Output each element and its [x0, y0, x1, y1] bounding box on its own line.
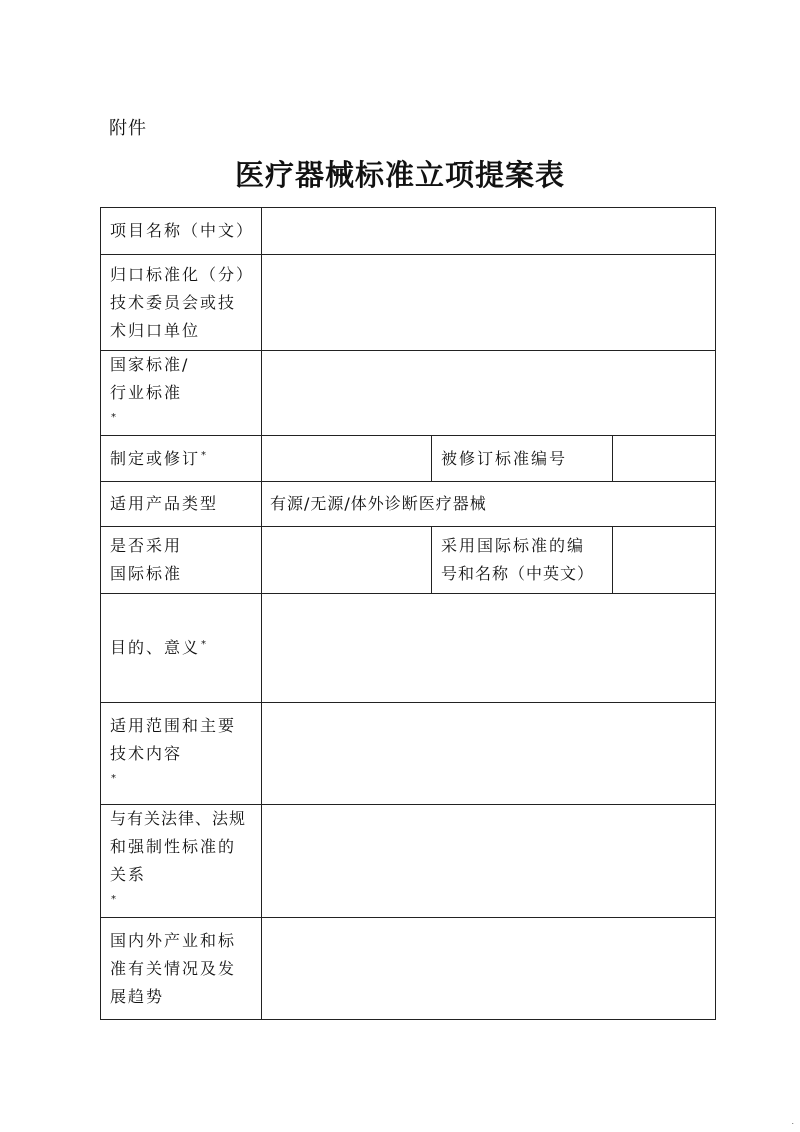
industry-label-line: 国内外产业和标	[110, 930, 237, 950]
attachment-label: 附件	[109, 118, 147, 139]
scope-label-text: 技术内容	[110, 743, 183, 763]
row-standard-level	[101, 351, 716, 436]
relation-label-text: 关系	[110, 865, 147, 884]
row-product-type	[101, 482, 716, 527]
relation-label-line: 与有关法律、法规	[110, 809, 247, 828]
formulate-or-revise-label	[101, 436, 262, 482]
intl-standard-label-line: 号和名称（中英文）	[441, 564, 595, 583]
standard-level-label	[101, 351, 262, 436]
relation-field[interactable]	[262, 805, 716, 918]
proposal-form-table	[100, 207, 716, 1020]
adopt-international-field[interactable]	[262, 527, 432, 594]
committee-label-line: 技术委员会或技	[110, 292, 237, 312]
required-mark: *	[111, 412, 118, 423]
committee-label	[101, 255, 262, 351]
required-mark: *	[201, 449, 209, 461]
industry-label-line: 展趋势	[110, 986, 165, 1006]
standard-level-label-line: 国家标准/	[110, 355, 190, 374]
industry-field[interactable]	[262, 918, 716, 1020]
purpose-field[interactable]	[262, 594, 716, 703]
relation-label-line	[110, 861, 256, 917]
row-scope	[101, 703, 716, 805]
committee-label-line: 归口标准化（分）	[110, 264, 255, 284]
scope-label	[101, 703, 262, 805]
industry-label	[101, 918, 262, 1020]
adopt-international-label-line: 是否采用	[110, 536, 183, 555]
standard-level-label-text: 行业标准	[110, 383, 183, 402]
relation-label	[101, 805, 262, 918]
standard-level-field[interactable]	[262, 351, 716, 436]
standard-level-label-line	[110, 379, 256, 435]
row-relation	[101, 805, 716, 918]
scope-field[interactable]	[262, 703, 716, 805]
row-purpose	[101, 594, 716, 703]
intl-standard-field[interactable]	[613, 527, 716, 594]
row-committee	[101, 255, 716, 351]
adopt-international-label	[101, 527, 262, 594]
row-project-name	[101, 208, 716, 255]
revised-standard-no-field[interactable]	[613, 436, 716, 482]
intl-standard-label-line: 采用国际标准的编	[441, 536, 586, 555]
formulate-or-revise-label-text: 制定或修订	[110, 448, 201, 468]
relation-label-line: 和强制性标准的	[110, 837, 237, 856]
committee-label-line: 术归口单位	[110, 320, 201, 340]
scope-label-line: 适用范围和主要	[110, 715, 237, 735]
product-type-label: 适用产品类型	[101, 482, 262, 527]
product-type-field[interactable]: 有源/无源/体外诊断医疗器械	[262, 482, 716, 527]
row-industry	[101, 918, 716, 1020]
project-name-field[interactable]	[262, 208, 716, 255]
purpose-label-text: 目的、意义	[110, 638, 201, 657]
committee-field[interactable]	[262, 255, 716, 351]
form-title: 医疗器械标准立项提案表	[234, 158, 565, 192]
adopt-international-label-line: 国际标准	[110, 564, 183, 583]
revised-standard-no-label: 被修订标准编号	[432, 436, 613, 482]
intl-standard-label	[432, 527, 613, 594]
purpose-label	[101, 594, 262, 703]
formulate-or-revise-field[interactable]	[262, 436, 432, 482]
row-adopt-international	[101, 527, 716, 594]
row-formulate-or-revise	[101, 436, 716, 482]
corner-mark: .	[791, 1117, 794, 1126]
required-mark: *	[111, 772, 118, 784]
industry-label-line: 准有关情况及发	[110, 958, 237, 978]
required-mark: *	[111, 894, 118, 905]
project-name-label: 项目名称（中文）	[101, 208, 262, 255]
scope-label-line	[110, 740, 256, 796]
required-mark: *	[201, 639, 209, 650]
